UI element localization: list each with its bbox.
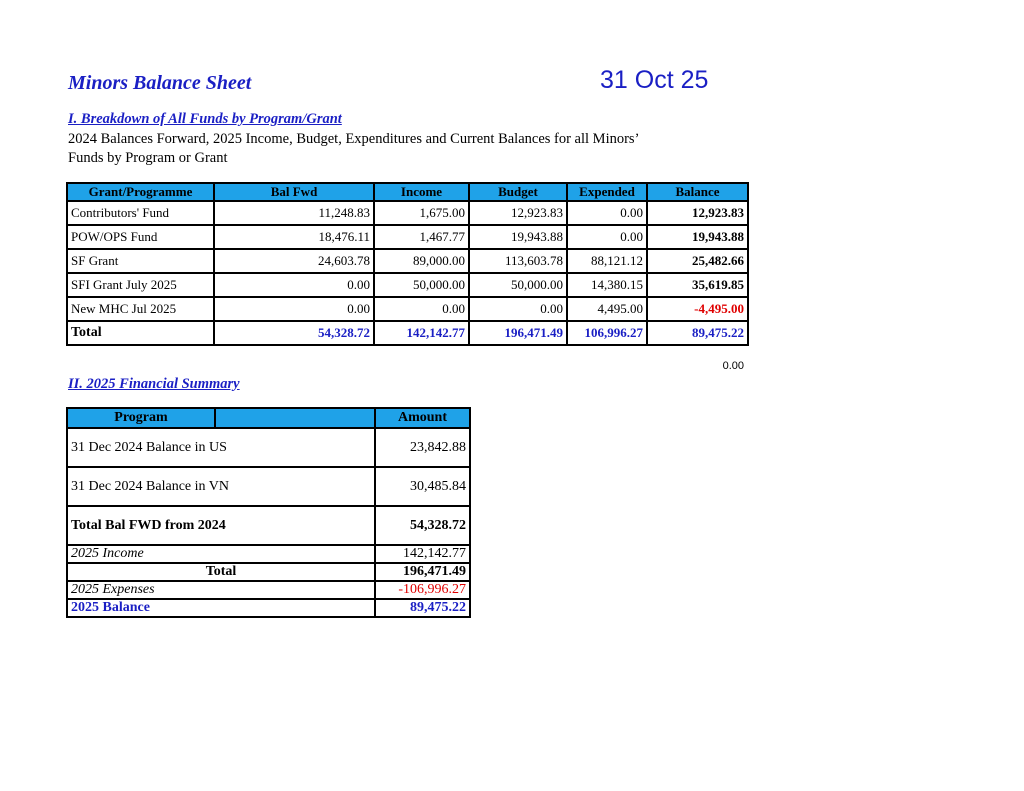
income-cell: 89,000.00 — [374, 249, 469, 273]
balance-cell: 25,482.66 — [647, 249, 748, 273]
section-1-description — [68, 130, 748, 168]
total-budget: 196,471.49 — [469, 321, 567, 345]
total-balance: 89,475.22 — [647, 321, 748, 345]
expended-cell: 4,495.00 — [567, 297, 647, 321]
table-row — [67, 428, 470, 467]
page-title: Minors Balance Sheet — [68, 72, 252, 94]
balance-cell: 35,619.85 — [647, 273, 748, 297]
col-header-balance: Balance — [647, 183, 748, 201]
table-row — [67, 249, 748, 273]
expended-cell: 0.00 — [567, 225, 647, 249]
budget-cell: 12,923.83 — [469, 201, 567, 225]
bal-fwd-cell: 0.00 — [214, 297, 374, 321]
col-header-program: Program — [67, 408, 215, 428]
col-header-grant: Grant/Programme — [67, 183, 214, 201]
budget-cell: 113,603.78 — [469, 249, 567, 273]
summary-label: 31 Dec 2024 Balance in VN — [67, 467, 375, 506]
income-cell: 0.00 — [374, 297, 469, 321]
summary-label: 31 Dec 2024 Balance in US — [67, 428, 375, 467]
summary-amount: 142,142.77 — [375, 545, 470, 563]
total-expended: 106,996.27 — [567, 321, 647, 345]
grant-name: Contributors' Fund — [67, 201, 214, 225]
bal-fwd-cell: 11,248.83 — [214, 201, 374, 225]
summary-amount: 23,842.88 — [375, 428, 470, 467]
total-row — [67, 321, 748, 345]
table-row — [67, 201, 748, 225]
expended-cell: 88,121.12 — [567, 249, 647, 273]
table-row — [67, 545, 470, 563]
col-header-expended: Expended — [567, 183, 647, 201]
budget-cell: 0.00 — [469, 297, 567, 321]
grant-name: SF Grant — [67, 249, 214, 273]
col-header-bal-fwd: Bal Fwd — [214, 183, 374, 201]
funds-table-header — [67, 183, 748, 201]
col-header-budget: Budget — [469, 183, 567, 201]
summary-table — [66, 407, 471, 618]
summary-amount-negative: -106,996.27 — [375, 581, 470, 599]
bal-fwd-cell: 24,603.78 — [214, 249, 374, 273]
summary-label: 2025 Balance — [67, 599, 375, 617]
balance-cell-negative: -4,495.00 — [647, 297, 748, 321]
summary-amount: 30,485.84 — [375, 467, 470, 506]
table-row — [67, 599, 470, 617]
expended-cell: 0.00 — [567, 201, 647, 225]
balance-cell: 19,943.88 — [647, 225, 748, 249]
summary-label: Total Bal FWD from 2024 — [67, 506, 375, 545]
grant-name: New MHC Jul 2025 — [67, 297, 214, 321]
section-2-heading: II. 2025 Financial Summary — [68, 376, 240, 392]
summary-label: 2025 Income — [67, 545, 375, 563]
section-1-heading: I. Breakdown of All Funds by Program/Grant — [68, 111, 342, 127]
total-income: 142,142.77 — [374, 321, 469, 345]
check-value: 0.00 — [722, 360, 744, 372]
income-cell: 1,467.77 — [374, 225, 469, 249]
col-header-amount: Amount — [375, 408, 470, 428]
table-row — [67, 467, 470, 506]
table-row — [67, 225, 748, 249]
budget-cell: 19,943.88 — [469, 225, 567, 249]
description-line-1: 2024 Balances Forward, 2025 Income, Budget, Expenditures and Current Balances for all Minors’ — [68, 131, 640, 147]
header-spacer — [215, 408, 375, 428]
summary-label: Total — [67, 563, 375, 581]
bal-fwd-cell: 18,476.11 — [214, 225, 374, 249]
table-row — [67, 273, 748, 297]
total-bal-fwd: 54,328.72 — [214, 321, 374, 345]
funds-table — [66, 182, 749, 346]
summary-amount: 196,471.49 — [375, 563, 470, 581]
income-cell: 1,675.00 — [374, 201, 469, 225]
summary-label: 2025 Expenses — [67, 581, 375, 599]
table-row — [67, 506, 470, 545]
table-row — [67, 563, 470, 581]
table-row — [67, 297, 748, 321]
grant-name: SFI Grant July 2025 — [67, 273, 214, 297]
summary-table-header — [67, 408, 470, 428]
expended-cell: 14,380.15 — [567, 273, 647, 297]
balance-cell: 12,923.83 — [647, 201, 748, 225]
income-cell: 50,000.00 — [374, 273, 469, 297]
col-header-income: Income — [374, 183, 469, 201]
bal-fwd-cell: 0.00 — [214, 273, 374, 297]
table-row — [67, 581, 470, 599]
budget-cell: 50,000.00 — [469, 273, 567, 297]
summary-amount: 54,328.72 — [375, 506, 470, 545]
summary-amount: 89,475.22 — [375, 599, 470, 617]
grant-name: POW/OPS Fund — [67, 225, 214, 249]
report-date: 31 Oct 25 — [600, 66, 709, 94]
description-line-2: Funds by Program or Grant — [68, 150, 228, 166]
total-label: Total — [67, 321, 214, 345]
